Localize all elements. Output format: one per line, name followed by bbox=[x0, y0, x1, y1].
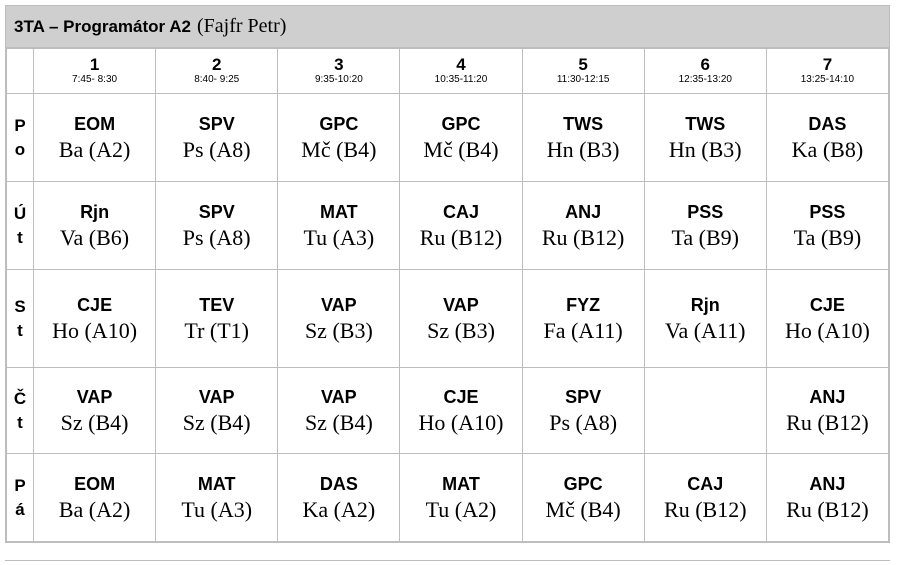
period-number: 4 bbox=[456, 55, 466, 74]
lesson-cell bbox=[644, 454, 766, 542]
lesson-teacher-room: Ba (A2) bbox=[58, 496, 131, 522]
lesson-teacher-room: Sz (B4) bbox=[182, 409, 251, 435]
lesson-subject: VAP bbox=[76, 386, 113, 407]
lesson-subject: MAT bbox=[320, 201, 358, 222]
lesson-subject: VAP bbox=[321, 294, 357, 315]
lesson-cell bbox=[522, 368, 644, 454]
day-letter: P bbox=[14, 475, 26, 495]
period-header bbox=[522, 49, 644, 94]
period-header bbox=[156, 49, 278, 94]
lesson-teacher-room: Ho (A10) bbox=[418, 409, 504, 435]
day-letter: Ú bbox=[13, 203, 27, 223]
period-number: 2 bbox=[211, 55, 222, 74]
day-label bbox=[7, 368, 34, 454]
lesson-subject: EOM bbox=[74, 113, 116, 134]
period-time: 12:35-13:20 bbox=[678, 74, 732, 85]
lesson-teacher-room: Mč (B4) bbox=[545, 496, 621, 522]
day-letter: t bbox=[17, 227, 23, 247]
lesson-subject: VAP bbox=[198, 386, 235, 407]
day-letter: Č bbox=[13, 388, 27, 408]
lesson-teacher-room: Ho (A10) bbox=[52, 317, 138, 343]
day-row bbox=[7, 182, 889, 270]
lesson-subject: TWS bbox=[563, 113, 604, 134]
lesson-teacher-room: Tu (A3) bbox=[181, 496, 253, 522]
period-time: 8:40- 9:25 bbox=[194, 74, 240, 85]
period-header bbox=[34, 49, 156, 94]
lesson-teacher-room: Ps (A8) bbox=[549, 409, 618, 435]
period-time: 10:35-11:20 bbox=[434, 74, 488, 85]
lesson-subject: Rjn bbox=[80, 201, 110, 222]
lesson-cell bbox=[644, 94, 766, 182]
lesson-cell bbox=[766, 454, 888, 542]
lesson-cell bbox=[766, 94, 888, 182]
lesson-teacher-room: Tu (A3) bbox=[303, 224, 375, 250]
lesson-teacher-room: Hn (B3) bbox=[546, 136, 620, 162]
lesson-cell bbox=[34, 368, 156, 454]
lesson-subject: DAS bbox=[319, 473, 358, 494]
lesson-teacher-room: Mč (B4) bbox=[423, 136, 499, 162]
lesson-cell bbox=[34, 94, 156, 182]
lesson-subject: SPV bbox=[198, 201, 235, 222]
lesson-cell bbox=[278, 94, 400, 182]
lesson-subject: CAJ bbox=[442, 201, 479, 222]
lesson-cell bbox=[278, 368, 400, 454]
lesson-teacher-room: Ru (B12) bbox=[419, 224, 503, 250]
lesson-cell bbox=[278, 270, 400, 368]
corner-cell bbox=[7, 49, 34, 94]
period-time: 9:35-10:20 bbox=[314, 74, 363, 85]
day-letter: P bbox=[14, 115, 26, 135]
day-label bbox=[7, 94, 34, 182]
period-time: 11:30-12:15 bbox=[556, 74, 610, 85]
day-label bbox=[7, 270, 34, 368]
day-label bbox=[7, 454, 34, 542]
lesson-cell bbox=[766, 182, 888, 270]
lesson-teacher-room: Ka (B8) bbox=[791, 136, 864, 162]
lesson-cell bbox=[400, 368, 522, 454]
lesson-cell bbox=[34, 270, 156, 368]
day-row bbox=[7, 94, 889, 182]
lesson-subject: Rjn bbox=[690, 294, 720, 315]
lesson-subject: CJE bbox=[809, 294, 845, 315]
lesson-teacher-room: Mč (B4) bbox=[301, 136, 377, 162]
lesson-teacher-room: Ps (A8) bbox=[182, 136, 251, 162]
lesson-subject: EOM bbox=[74, 473, 116, 494]
period-number: 6 bbox=[700, 55, 710, 74]
period-header bbox=[644, 49, 766, 94]
lesson-teacher-room: Ru (B12) bbox=[664, 496, 747, 522]
lesson-teacher-room: Sz (B4) bbox=[304, 409, 373, 435]
lesson-cell bbox=[766, 270, 888, 368]
lesson-cell bbox=[522, 182, 644, 270]
period-number: 7 bbox=[822, 55, 833, 74]
period-time: 13:25-14:10 bbox=[800, 74, 855, 85]
schedule-table bbox=[6, 48, 889, 542]
lesson-teacher-room: Ta (B9) bbox=[793, 224, 862, 250]
lesson-cell bbox=[644, 182, 766, 270]
period-time: 7:45- 8:30 bbox=[72, 74, 118, 85]
lesson-subject: VAP bbox=[321, 386, 357, 407]
lesson-cell bbox=[644, 368, 766, 454]
period-number: 3 bbox=[334, 55, 344, 74]
lesson-subject: ANJ bbox=[809, 473, 846, 494]
lesson-cell bbox=[156, 368, 278, 454]
lesson-subject: TWS bbox=[685, 113, 726, 134]
lesson-subject: DAS bbox=[808, 113, 847, 134]
class-title: 3TA – Programátor A2 bbox=[14, 16, 191, 36]
day-letter: S bbox=[14, 296, 26, 316]
lesson-cell bbox=[156, 454, 278, 542]
lesson-cell bbox=[34, 182, 156, 270]
lesson-cell bbox=[400, 94, 522, 182]
lesson-cell bbox=[766, 368, 888, 454]
period-header-row bbox=[7, 49, 889, 94]
lesson-cell bbox=[522, 454, 644, 542]
period-number: 1 bbox=[89, 55, 100, 74]
day-row bbox=[7, 368, 889, 454]
lesson-subject: GPC bbox=[319, 113, 359, 134]
lesson-teacher-room: Fa (A11) bbox=[543, 317, 623, 343]
bottom-divider bbox=[5, 560, 890, 561]
lesson-cell bbox=[156, 94, 278, 182]
day-label bbox=[7, 182, 34, 270]
lesson-teacher-room: Ps (A8) bbox=[182, 224, 251, 250]
timetable bbox=[5, 5, 890, 543]
day-row bbox=[7, 270, 889, 368]
lesson-cell bbox=[522, 94, 644, 182]
lesson-subject: MAT bbox=[197, 473, 236, 494]
day-letter: t bbox=[17, 320, 23, 340]
lesson-teacher-room: Ru (B12) bbox=[541, 224, 625, 250]
lesson-teacher-room: Ru (B12) bbox=[786, 409, 869, 435]
lesson-subject: ANJ bbox=[809, 386, 846, 407]
lesson-subject: PSS bbox=[687, 201, 724, 222]
lesson-subject: GPC bbox=[563, 473, 603, 494]
lesson-teacher-room: Sz (B3) bbox=[427, 317, 495, 343]
lesson-teacher-room: Sz (B4) bbox=[60, 409, 129, 435]
lesson-teacher-room: Ba (A2) bbox=[58, 136, 131, 162]
lesson-cell bbox=[522, 270, 644, 368]
lesson-subject: SPV bbox=[198, 113, 235, 134]
lesson-subject: CAJ bbox=[687, 473, 724, 494]
title-bar bbox=[6, 6, 889, 48]
lesson-cell bbox=[400, 270, 522, 368]
lesson-cell bbox=[644, 270, 766, 368]
lesson-subject: CJE bbox=[443, 386, 479, 407]
lesson-teacher-room: Sz (B3) bbox=[304, 317, 373, 343]
period-number: 5 bbox=[578, 55, 588, 74]
lesson-teacher-room: Ho (A10) bbox=[784, 317, 870, 343]
lesson-subject: MAT bbox=[442, 473, 480, 494]
lesson-cell bbox=[400, 454, 522, 542]
lesson-cell bbox=[400, 182, 522, 270]
lesson-teacher-room: Tu (A2) bbox=[425, 496, 497, 522]
lesson-teacher-room: Ka (A2) bbox=[302, 496, 376, 522]
lesson-teacher-room: Va (B6) bbox=[60, 224, 130, 250]
lesson-cell bbox=[278, 454, 400, 542]
day-letter: á bbox=[15, 499, 25, 519]
period-header bbox=[400, 49, 522, 94]
lesson-subject: CJE bbox=[77, 294, 113, 315]
lesson-cell bbox=[34, 454, 156, 542]
lesson-subject: VAP bbox=[443, 294, 479, 315]
lesson-teacher-room: Tr (T1) bbox=[184, 317, 249, 343]
day-row bbox=[7, 454, 889, 542]
lesson-cell bbox=[156, 270, 278, 368]
day-letter: o bbox=[14, 139, 26, 159]
lesson-subject: FYZ bbox=[566, 294, 601, 315]
lesson-subject: PSS bbox=[809, 201, 846, 222]
lesson-subject: ANJ bbox=[565, 201, 602, 222]
lesson-subject: TEV bbox=[199, 294, 235, 315]
lesson-teacher-room: Va (A11) bbox=[665, 317, 746, 343]
lesson-teacher-room: Ru (B12) bbox=[786, 496, 869, 522]
lesson-cell bbox=[156, 182, 278, 270]
lesson-teacher-room: Ta (B9) bbox=[671, 224, 740, 250]
day-letter: t bbox=[17, 412, 23, 432]
lesson-cell bbox=[278, 182, 400, 270]
lesson-subject: SPV bbox=[565, 386, 602, 407]
lesson-teacher-room: Hn (B3) bbox=[668, 136, 742, 162]
period-header bbox=[278, 49, 400, 94]
teacher-name: (Fajfr Petr) bbox=[196, 15, 287, 37]
lesson-subject: GPC bbox=[441, 113, 481, 134]
period-header bbox=[766, 49, 888, 94]
